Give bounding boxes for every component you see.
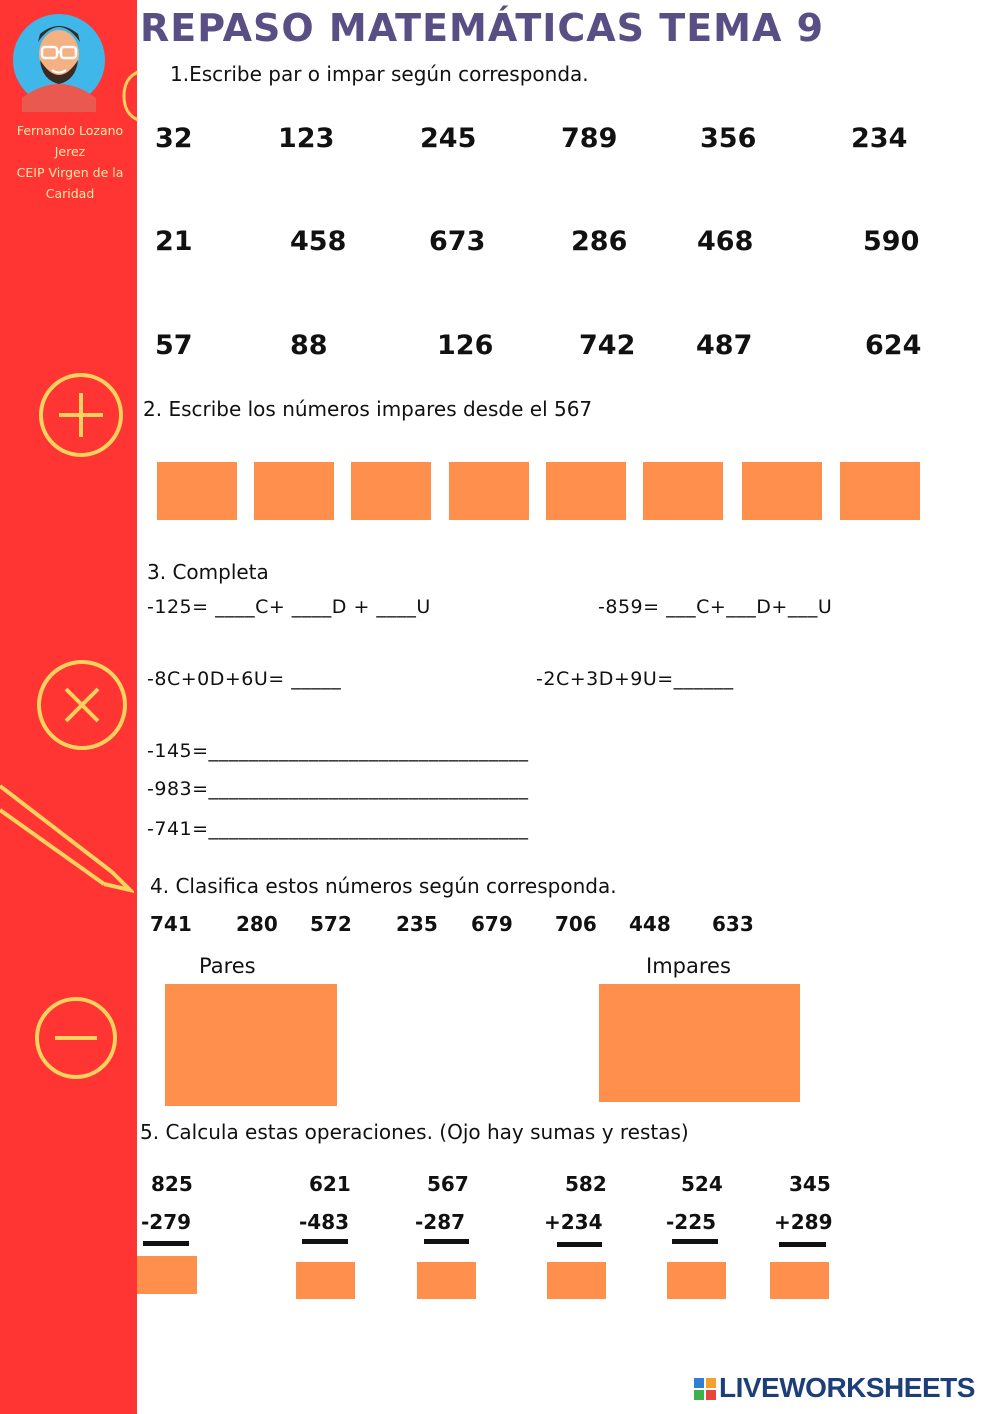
operation-top: 621 — [309, 1172, 351, 1196]
fill-in-item[interactable]: -8C+0D+6U= _____ — [147, 668, 342, 690]
answer-box[interactable] — [742, 462, 822, 520]
number-cell: 88 — [290, 330, 328, 361]
number-cell: 57 — [155, 330, 193, 361]
operation-line — [557, 1242, 602, 1247]
operation-bottom: -483 — [299, 1210, 350, 1234]
impares-drop-box[interactable] — [599, 984, 800, 1102]
number-cell: 590 — [863, 226, 920, 257]
liveworksheets-logo-icon — [694, 1378, 716, 1400]
number-cell: 286 — [571, 226, 628, 257]
author-line: CEIP Virgen de la — [16, 165, 124, 180]
number-cell: 234 — [851, 123, 908, 154]
impares-label: Impares — [646, 954, 731, 978]
classify-number: 741 — [150, 912, 192, 936]
classify-number: 280 — [236, 912, 278, 936]
fill-in-item[interactable]: -145=________________________________ — [147, 740, 529, 762]
number-cell: 32 — [155, 123, 193, 154]
author-credit — [2, 120, 138, 204]
answer-box[interactable] — [546, 462, 626, 520]
number-cell: 21 — [155, 226, 193, 257]
number-cell: 742 — [579, 330, 636, 361]
operation-line — [672, 1239, 718, 1244]
author-line: Fernando Lozano — [16, 123, 124, 138]
section1-prompt: 1.Escribe par o impar según corresponda. — [170, 62, 589, 86]
number-cell: 468 — [697, 226, 754, 257]
operation-line — [424, 1239, 469, 1244]
number-cell: 126 — [437, 330, 494, 361]
answer-box[interactable] — [351, 462, 431, 520]
operation-top: 825 — [151, 1172, 193, 1196]
operation-top: 345 — [789, 1172, 831, 1196]
number-cell: 245 — [420, 123, 477, 154]
number-cell: 789 — [561, 123, 618, 154]
operation-bottom: -279 — [141, 1210, 192, 1234]
operation-answer-box[interactable] — [667, 1262, 726, 1299]
classify-number: 572 — [310, 912, 352, 936]
number-cell: 356 — [700, 123, 757, 154]
operation-answer-box[interactable] — [417, 1262, 476, 1299]
operation-top: 582 — [565, 1172, 607, 1196]
fill-in-item[interactable]: -125= ____C+ ____D + ____U — [147, 596, 431, 618]
section3-prompt: 3. Completa — [147, 560, 269, 584]
operation-answer-box[interactable] — [547, 1262, 606, 1299]
author-line: Caridad — [45, 186, 95, 201]
answer-box[interactable] — [254, 462, 334, 520]
answer-box[interactable] — [449, 462, 529, 520]
classify-number: 633 — [712, 912, 754, 936]
operation-top: 567 — [427, 1172, 469, 1196]
operation-bottom: -225 — [666, 1210, 717, 1234]
section5-prompt: 5. Calcula estas operaciones. (Ojo hay sumas y restas) — [140, 1120, 689, 1144]
classify-number: 448 — [629, 912, 671, 936]
operation-bottom: +289 — [774, 1210, 833, 1234]
author-line: Jerez — [54, 144, 86, 159]
brand-name: LIVEWORKSHEETS — [719, 1372, 975, 1403]
number-cell: 673 — [429, 226, 486, 257]
number-cell: 624 — [865, 330, 922, 361]
fill-in-item[interactable]: -859= ___C+___D+___U — [598, 596, 833, 618]
operation-line — [302, 1239, 348, 1244]
operation-bottom: -287 — [415, 1210, 466, 1234]
avatar — [12, 8, 107, 113]
pares-label: Pares — [199, 954, 256, 978]
fill-in-item[interactable]: -2C+3D+9U=______ — [536, 668, 734, 690]
operation-top: 524 — [681, 1172, 723, 1196]
classify-number: 679 — [471, 912, 513, 936]
fill-in-item[interactable]: -983=________________________________ — [147, 778, 529, 800]
decorative-circle-icon — [122, 70, 138, 122]
operation-bottom: +234 — [544, 1210, 603, 1234]
operation-answer-box[interactable] — [137, 1256, 197, 1294]
minus-icon — [33, 995, 119, 1081]
operation-answer-box[interactable] — [296, 1262, 355, 1299]
answer-box[interactable] — [643, 462, 723, 520]
operation-line — [779, 1242, 826, 1247]
number-cell: 487 — [696, 330, 753, 361]
pencil-icon — [0, 780, 134, 895]
page-title: REPASO MATEMÁTICAS TEMA 9 — [140, 6, 825, 50]
plus-icon — [37, 371, 125, 459]
pares-drop-box[interactable] — [165, 984, 337, 1106]
number-cell: 458 — [290, 226, 347, 257]
classify-number: 706 — [555, 912, 597, 936]
number-cell: 123 — [278, 123, 335, 154]
section2-prompt: 2. Escribe los números impares desde el 567 — [143, 397, 593, 421]
times-icon — [35, 658, 129, 752]
fill-in-item[interactable]: -741=________________________________ — [147, 818, 529, 840]
operation-answer-box[interactable] — [770, 1262, 829, 1299]
answer-box[interactable] — [840, 462, 920, 520]
operation-line — [143, 1241, 189, 1246]
answer-box[interactable] — [157, 462, 237, 520]
classify-number: 235 — [396, 912, 438, 936]
section4-prompt: 4. Clasifica estos números según corresponda. — [150, 874, 617, 898]
